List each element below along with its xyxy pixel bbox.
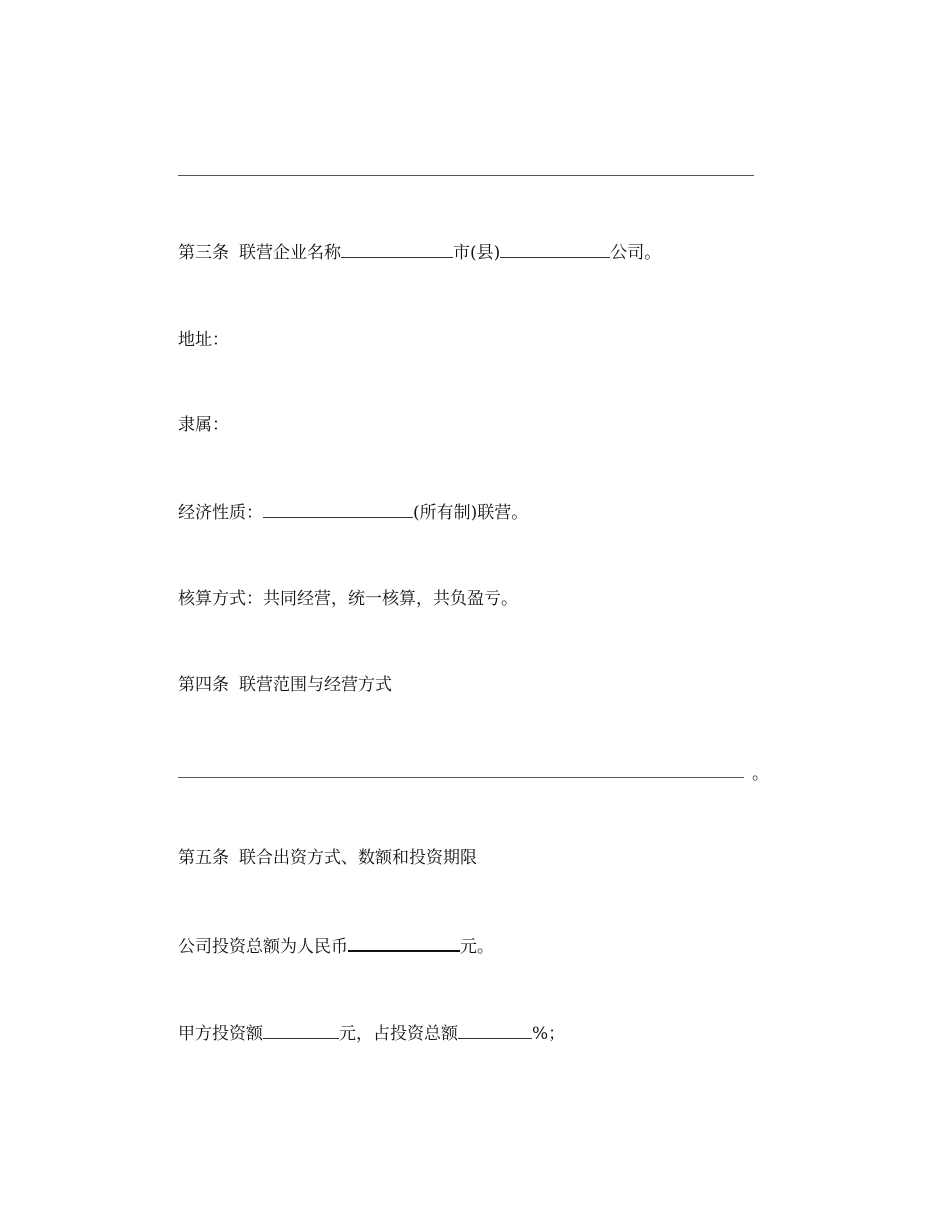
city-label: 市(县) <box>453 243 501 263</box>
total-investment-prefix: 公司投资总额为人民币 <box>178 937 348 957</box>
ownership-blank <box>263 500 413 518</box>
article-4-title: 联营范围与经营方式 <box>239 675 392 695</box>
total-investment-line <box>178 933 494 959</box>
scope-end-mark-line <box>752 762 769 786</box>
article-5-title: 联合出资方式、数额和投资期限 <box>239 848 477 868</box>
address-line <box>178 328 229 352</box>
party-a-middle: 元，占投资总额 <box>339 1024 458 1044</box>
accounting-line <box>178 587 518 611</box>
company-name-blank <box>500 240 610 258</box>
total-investment-suffix: 元。 <box>460 937 494 957</box>
article-4-label: 第四条 <box>178 675 229 695</box>
article-5-label: 第五条 <box>178 848 229 868</box>
total-investment-blank <box>348 933 460 952</box>
scope-fill-line <box>178 777 744 778</box>
article-3-label: 第三条 <box>178 243 229 263</box>
party-a-percent-blank <box>458 1021 532 1039</box>
affiliation-label: 隶属： <box>178 415 229 435</box>
article-3-line <box>178 240 661 265</box>
party-a-amount-blank <box>263 1021 339 1039</box>
article-3-title: 联营企业名称 <box>239 243 341 263</box>
economic-nature-line <box>178 500 528 525</box>
accounting-text: 共同经营，统一核算，共负盈亏。 <box>263 589 518 609</box>
accounting-label: 核算方式： <box>178 589 263 609</box>
company-city-blank <box>341 240 453 258</box>
article-4-line <box>178 673 392 697</box>
address-label: 地址： <box>178 330 229 350</box>
party-a-suffix: %； <box>532 1024 566 1044</box>
party-a-prefix: 甲方投资额 <box>178 1024 263 1044</box>
affiliation-line <box>178 413 229 437</box>
top-fill-line <box>178 175 754 176</box>
scope-end-mark: 。 <box>752 764 769 784</box>
party-a-line <box>178 1021 565 1046</box>
article-5-line <box>178 846 477 870</box>
economic-nature-suffix: (所有制)联营。 <box>413 503 529 523</box>
economic-nature-label: 经济性质： <box>178 503 263 523</box>
company-suffix: 公司。 <box>610 243 662 263</box>
